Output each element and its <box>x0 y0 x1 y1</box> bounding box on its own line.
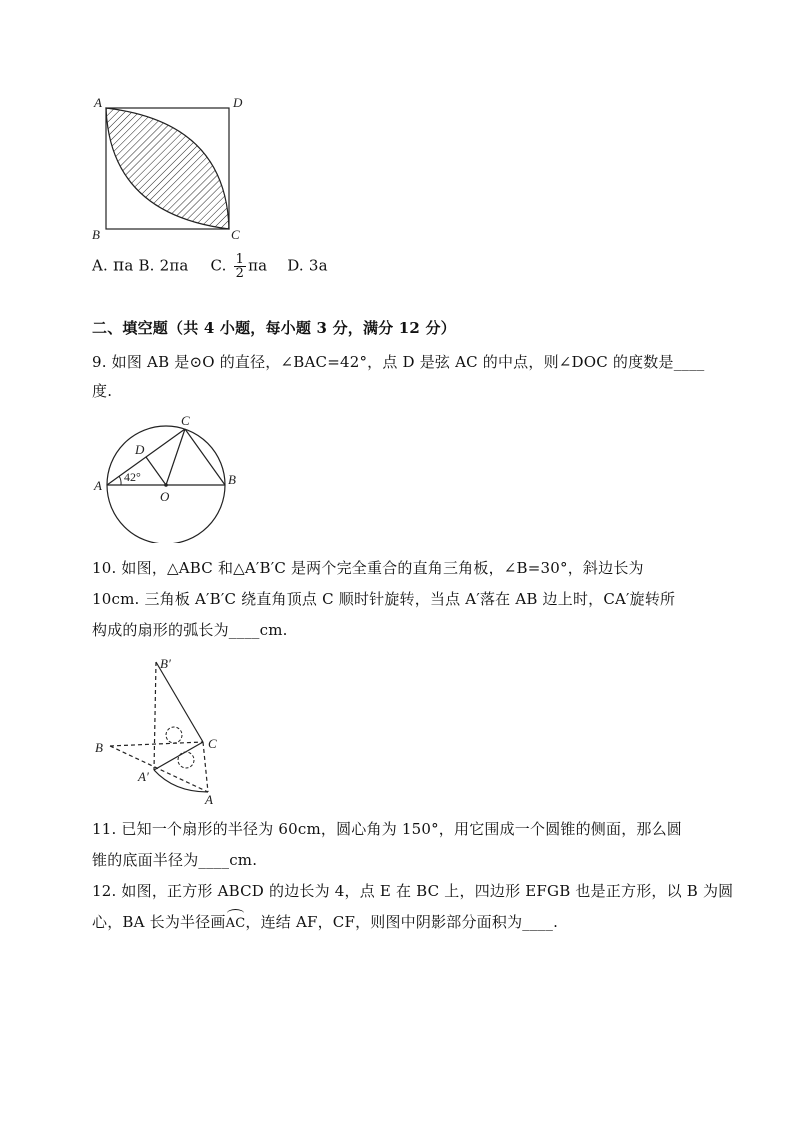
segment-cb <box>185 429 225 485</box>
circle-figure <box>88 408 248 543</box>
q10-line1: 10. 如图，△ABC 和△A′B′C 是两个完全重合的直角三角板，∠B=30°，斜边长为 <box>92 559 644 577</box>
segment-b1-c <box>156 662 203 742</box>
segment-a1-c <box>154 742 203 770</box>
square-lens-figure <box>88 92 248 244</box>
label-d: D <box>233 95 243 110</box>
label-b: B <box>95 740 103 755</box>
section-heading: 二、填空题（共 4 小题，每小题 3 分，满分 12 分） <box>92 319 456 337</box>
fraction-one-half: $\frac{1}{2}$ <box>235 252 245 281</box>
segment-b-c <box>110 742 203 746</box>
q10-line2: 10cm. 三角板 A′B′C 绕直角顶点 C 顺时针旋转，当点 A′落在 AB 边上时，CA′旋转所 <box>92 590 676 608</box>
angle-label: 42° <box>124 470 141 484</box>
label-c: C <box>231 227 240 242</box>
q10-line3: 构成的扇形的弧长为____cm. <box>92 621 288 639</box>
q11-line1: 11. 已知一个扇形的半径为 60cm，圆心角为 150°，用它围成一个圆锥的侧面，那么圆 <box>92 820 683 838</box>
segment-b-a <box>110 746 208 792</box>
q11-line2: 锥的底面半径为____cm. <box>92 851 258 869</box>
segment-od <box>146 457 166 485</box>
angle-arc <box>119 476 121 485</box>
segment-b1-a1 <box>154 662 156 770</box>
label-a-prime: A′ <box>138 769 149 784</box>
label-a: A <box>94 95 102 110</box>
label-b-prime: B′ <box>160 656 171 671</box>
arc-ac-notation: AC <box>226 914 246 934</box>
q12-line1: 12. 如图，正方形 ABCD 的边长为 4，点 E 在 BC 上，四边形 EFGB 也是正方形，以 B 为圆 <box>92 882 734 900</box>
label-c: C <box>181 413 190 428</box>
label-o: O <box>160 489 170 504</box>
center-dot <box>164 483 168 487</box>
q12-line2: 心，BA 长为半径画AC，连结 AF，CF，则图中阴影部分面积为____. <box>92 912 558 934</box>
right-angle-mark <box>166 727 182 743</box>
label-a: A <box>94 478 102 493</box>
right-angle-mark <box>178 752 194 768</box>
shaded-lens <box>106 108 229 229</box>
segment-oc <box>166 429 185 485</box>
label-b: B <box>228 472 236 487</box>
label-a: A <box>205 792 213 807</box>
q9-line2: 度. <box>92 382 113 400</box>
label-d: D <box>135 442 145 457</box>
label-c: C <box>208 736 217 751</box>
q9-line1: 9. 如图 AB 是⊙O 的直径，∠BAC=42°，点 D 是弦 AC 的中点，则∠DOC 的度数是____ <box>92 353 705 371</box>
q8-options: A. πa B. 2πa C. $\frac{1}{2}$ πa D. 3a <box>92 252 328 281</box>
triangle-rotation-figure <box>88 650 238 808</box>
label-b: B <box>92 227 100 242</box>
